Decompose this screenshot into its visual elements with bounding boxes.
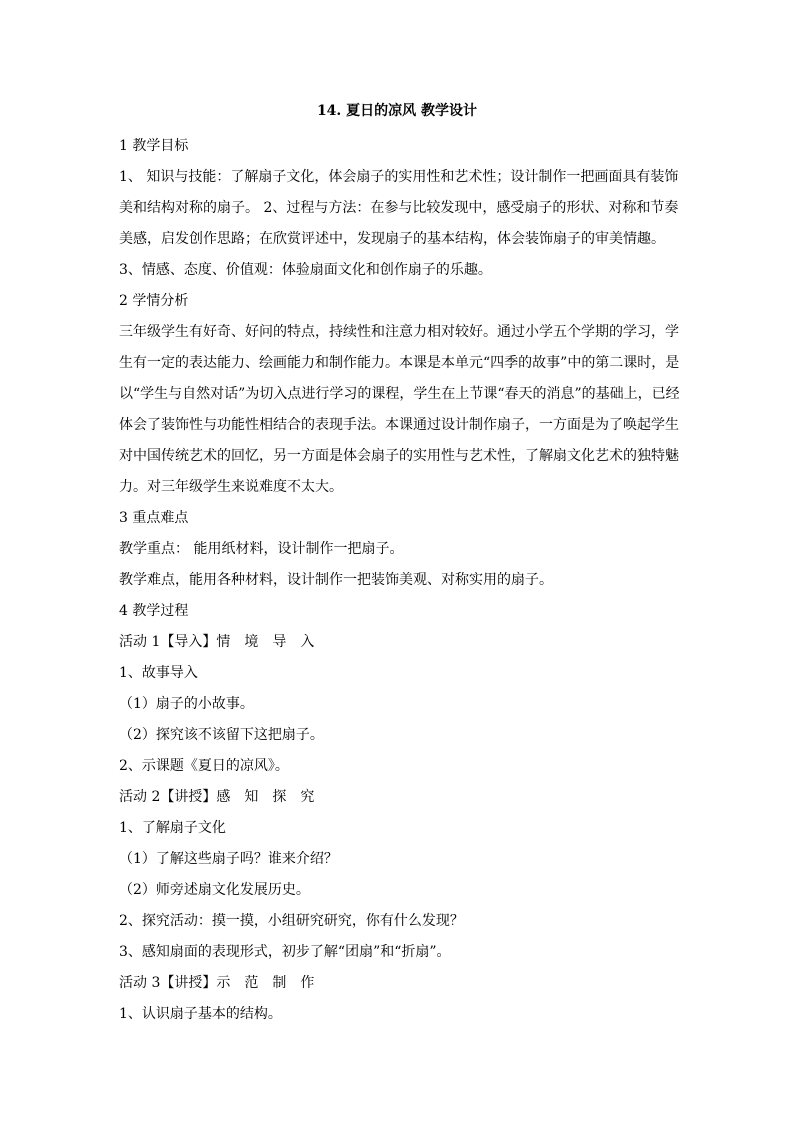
list-item: 2、探究活动：摸一摸，小组研究研究，你有什么发现？ <box>119 913 464 929</box>
section-heading-key-points: 3 重点难点 <box>119 510 189 526</box>
key-point-line: 教学重点： 能用纸材料，设计制作一把扇子。 <box>119 541 404 557</box>
text-line: 对中国传统艺术的回忆，另一方面是体会扇子的实用性与艺术性，了解扇文化艺术的独特魅 <box>119 448 679 464</box>
document-title: 14. 夏日的凉风 教学设计 <box>316 103 478 119</box>
text-line: 美感，启发创作思路；在欣赏评述中，发现扇子的基本结构，体会装饰扇子的审美情趣。 <box>119 231 665 247</box>
list-item: （2）师旁述扇文化发展历史。 <box>119 882 310 898</box>
list-item: 1、认识扇子基本的结构。 <box>119 1006 282 1022</box>
text-line: 1、 知识与技能：了解扇子文化，体会扇子的实用性和艺术性；设计制作一把画面具有装饰 <box>119 169 679 185</box>
text-line: 三年级学生有好奇、好问的特点，持续性和注意力相对较好。通过小学五个学期的学习，学 <box>119 324 679 340</box>
difficulty-line: 教学难点，能用各种材料，设计制作一把装饰美观、对称实用的扇子。 <box>119 572 553 588</box>
activity-1-heading: 活动 1【导入】情 境 导 入 <box>119 634 315 650</box>
activity-2-heading: 活动 2【讲授】感 知 探 究 <box>119 789 315 805</box>
section-heading-objectives: 1 教学目标 <box>119 138 189 154</box>
list-item: 2、示课题《夏日的凉风》。 <box>119 758 289 774</box>
paragraph-objectives-1 <box>119 162 679 255</box>
section-heading-analysis: 2 学情分析 <box>119 293 189 309</box>
text-line: 生有一定的表达能力、绘画能力和制作能力。本课是本单元“四季的故事”中的第二课时，是 <box>119 355 680 371</box>
text-line: 力。对三年级学生来说难度不太大。 <box>119 479 343 495</box>
text-line: 体会了装饰性与功能性相结合的表现手法。本课通过设计制作扇子，一方面是为了唤起学生 <box>119 417 679 433</box>
text-line: 美和结构对称的扇子。 2、过程与方法：在参与比较发现中，感受扇子的形状、对称和节奏 <box>119 200 679 216</box>
document-page <box>119 100 680 1030</box>
list-item: （1）扇子的小故事。 <box>119 696 254 712</box>
list-item: （2）探究该不该留下这把扇子。 <box>119 727 324 743</box>
list-item: 1、了解扇子文化 <box>119 820 226 836</box>
list-item: 1、故事导入 <box>119 665 198 681</box>
section-heading-process: 4 教学过程 <box>119 603 189 619</box>
list-item: （1）了解这些扇子吗？谁来介绍？ <box>119 851 338 867</box>
list-item: 3、感知扇面的表现形式，初步了解“团扇”和“折扇”。 <box>119 944 451 960</box>
paragraph-analysis <box>119 317 680 503</box>
text-line: 以“学生与自然对话”为切入点进行学习的课程，学生在上节课“春天的消息”的基础上，已经 <box>119 386 680 402</box>
activity-3-heading: 活动 3【讲授】示 范 制 作 <box>119 975 315 991</box>
paragraph-objectives-2: 3、情感、态度、价值观：体验扇面文化和创作扇子的乐趣。 <box>119 262 492 278</box>
